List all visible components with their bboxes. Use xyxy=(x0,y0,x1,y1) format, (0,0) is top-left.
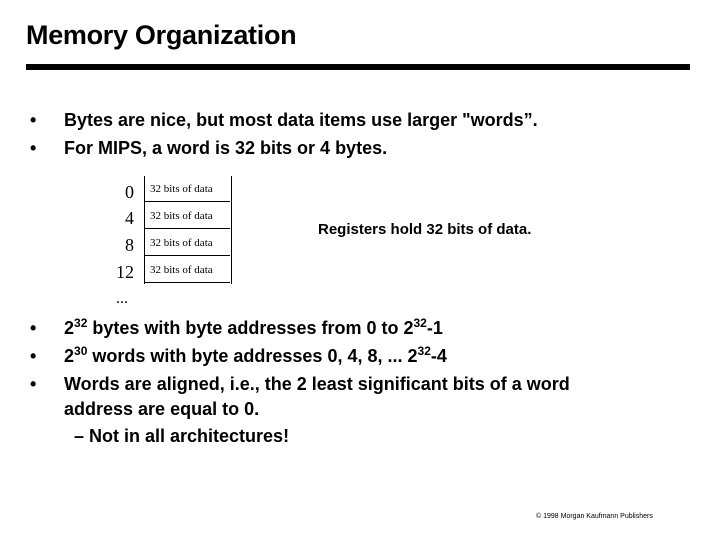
sub-bullet: – Not in all architectures! xyxy=(74,426,290,446)
memory-cell: 32 bits of data xyxy=(144,203,230,229)
bullet-text: $2^{32}$ bytes with byte addresses from 0 to $2^{32}-1$ xyxy=(64,316,443,338)
copyright-notice: © 1998 Morgan Kaufmann Publishers xyxy=(536,513,653,520)
title-rule xyxy=(26,64,690,70)
bullet-text: Bytes are nice, but most data items use larger "words”. xyxy=(64,110,538,130)
bullet-dot: • xyxy=(30,138,37,158)
slide-title: Memory Organization xyxy=(26,20,297,50)
bullet-dot: • xyxy=(30,346,37,366)
bullet-dot: • xyxy=(30,110,37,130)
memory-cell: 32 bits of data xyxy=(144,176,230,202)
bullet-text: $2^{30}$ words with byte addresses 0, 4, 8, ... $2^{32}-4$ xyxy=(64,344,447,366)
bullet-dot: • xyxy=(30,318,37,338)
bullet-text: address are equal to 0. xyxy=(64,399,260,419)
bullet-text: Words are aligned, i.e., the 2 least significant bits of a word xyxy=(64,374,570,394)
memory-cell: 32 bits of data xyxy=(144,230,230,256)
address-label: 4 xyxy=(125,208,134,228)
memory-ellipsis: ... xyxy=(116,290,128,307)
address-label: 0 xyxy=(125,182,134,202)
address-label: 12 xyxy=(116,262,134,282)
registers-note: Registers hold 32 bits of data. xyxy=(318,221,532,238)
bullet-dot: • xyxy=(30,374,37,394)
bullet-text: For MIPS, a word is 32 bits or 4 bytes. xyxy=(64,138,388,158)
memory-cell: 32 bits of data xyxy=(144,257,230,283)
address-label: 8 xyxy=(125,235,134,255)
